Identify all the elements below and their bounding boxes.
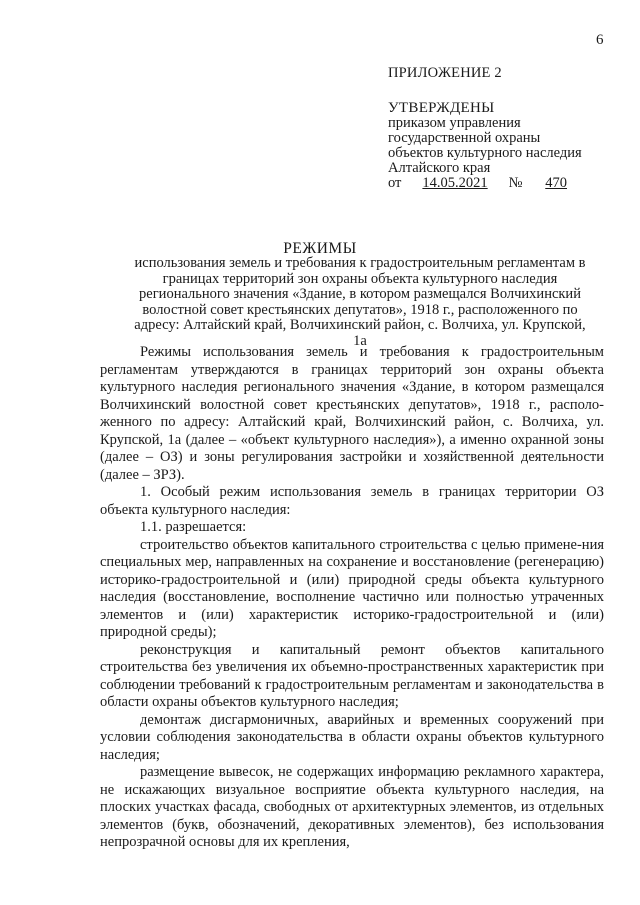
page-number: 6 <box>596 32 604 48</box>
paragraph: 1.1. разрешается: <box>140 519 247 535</box>
from-label: от <box>388 175 402 191</box>
paragraph: демонтаж дисгармоничных, аварийных и временных сооружений при условии соблюдения законодательства в области охраны объектов культурного наследия; <box>100 711 604 763</box>
approved-label: УТВЕРЖДЕНЫ <box>388 100 495 116</box>
paragraph: строительство объектов капитального строительства с целью примене-ния специальных мер, направленных на сохранение и восстановление (регенерацию) историко-градостроительной и (или) природной среды объекта культурного наследия (восстановление, восполнение частично или полностью утраченных элементов и (или) характеристик историко-градостроительной и (или) природной среды); <box>100 536 604 640</box>
document-title: РЕЖИМЫ <box>283 240 357 257</box>
approval-line: приказом управления <box>388 115 521 131</box>
order-line <box>388 176 628 191</box>
paragraph: размещение вывесок, не содержащих информацию рекламного характера, не искажающих визуальное восприятие объекта культурного наследия, на плоских участках фасада, свободных от архитектурных элементов, из отдельных элементов (букв, обозначений, декоративных элементов), без использования непрозрачной основы для их крепления, <box>100 764 604 850</box>
approval-line: Алтайского края <box>388 160 491 176</box>
order-number: 470 <box>545 175 567 191</box>
document-subtitle: использования земель и требования к градостроительным регламентам в границах территорий зон охраны объекта культурного наследия регионального значения «Здание, в котором размещался Волчихинский волостной совет крестьянских депутатов», 1918 г., расположенного по адресу: Алтайский край, Волчихинский район, с. Волчиха, ул. Крупской, 1а <box>134 255 586 349</box>
paragraph: реконструкция и капитальный ремонт объектов капитального строительства без увеличения их объемно-пространственных характеристик при соблюдении требований к градостроительным регламентам и законодательства в области охраны объектов культурного наследия; <box>100 641 604 710</box>
approval-block <box>388 66 628 191</box>
appendix-label: ПРИЛОЖЕНИЕ 2 <box>388 65 502 81</box>
document-body <box>100 344 604 852</box>
approval-line: объектов культурного наследия <box>388 145 582 161</box>
paragraph: 1. Особый режим использования земель в границах территории ОЗ объекта культурного наследия: <box>100 484 604 518</box>
order-date: 14.05.2021 <box>422 175 488 191</box>
number-label: № <box>508 175 523 191</box>
approval-line: государственной охраны <box>388 130 541 146</box>
paragraph: Режимы использования земель и требования к градостроительным регламентам утверждаются в границах территорий зон охраны объекта культурного наследия регионального значения «Здание, в котором размещался Волчихинский волостной совет крестьянских депутатов», 1918 г., располо-женного по адресу: Алтайский край, Волчихинский район, с. Волчиха, ул. Крупской, 1а (далее – «объект культурного наследия»), а именно охранной зоны (далее – ОЗ) и зоны регулирования застройки и хозяйственной деятельности (далее – ЗРЗ). <box>100 344 604 483</box>
